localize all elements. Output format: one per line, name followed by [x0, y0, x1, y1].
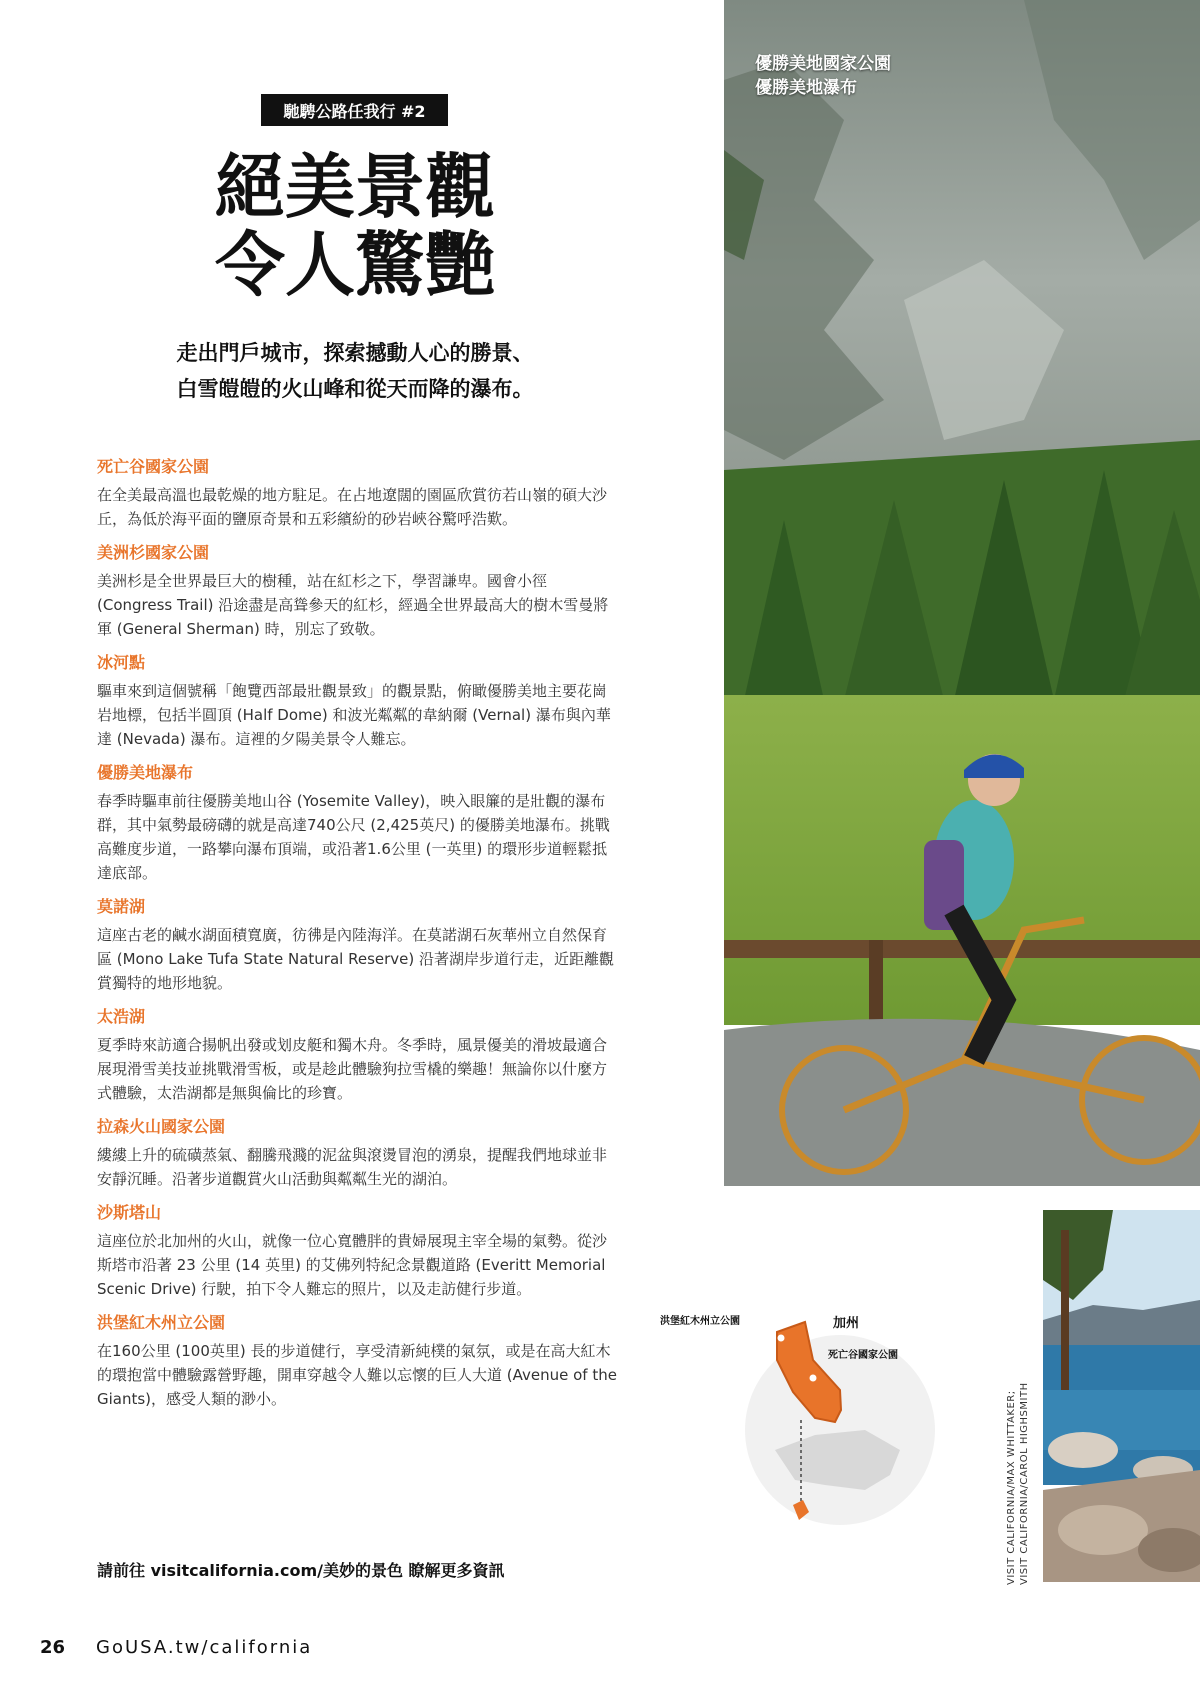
- page-number: 26: [40, 1637, 66, 1658]
- headline-line-2: 令人驚艷: [215, 224, 495, 306]
- headline-line-1: 絕美景觀: [215, 146, 495, 228]
- photo-credits: [1005, 1382, 1031, 1585]
- section-title: 冰河點: [97, 653, 146, 672]
- map-label-death-valley: 死亡谷國家公園: [828, 1350, 898, 1361]
- locator-map: [660, 1300, 935, 1540]
- section-humboldt: [97, 1311, 617, 1411]
- section-body: 春季時驅車前往優勝美地山谷 (Yosemite Valley)，映入眼簾的是壯觀的瀑布群，其中氣勢最磅礴的就是高達740公尺 (2,425英尺) 的優勝美地瀑布。挑戰高難度步道，一路攀向瀑布頂端，或沿著1.6公里 (一英里) 的環形步道輕鬆抵達底部。: [97, 792, 610, 882]
- section-title: 莫諾湖: [97, 897, 146, 916]
- destination-list: [97, 455, 617, 1421]
- subheadline-line-1: 走出門戶城市，探索撼動人心的勝景、: [176, 341, 534, 365]
- section-title: 死亡谷國家公園: [97, 457, 210, 476]
- section-title: 優勝美地瀑布: [97, 763, 194, 782]
- photo-caption-line-2: 優勝美地瀑布: [755, 78, 857, 98]
- footer-url[interactable]: GoUSA.tw/california: [96, 1637, 313, 1658]
- section-lake-tahoe: [97, 1005, 617, 1105]
- section-title: 沙斯塔山: [97, 1203, 162, 1222]
- section-body: 驅車來到這個號稱「飽覽西部最壯觀景致」的觀景點，俯瞰優勝美地主要花崗岩地標，包括半圓頂 (Half Dome) 和波光粼粼的韋納爾 (Vernal) 瀑布與內華達 (Nevada) 瀑布。這裡的夕陽美景令人難忘。: [97, 682, 611, 748]
- section-death-valley: [97, 455, 617, 531]
- section-title: 拉森火山國家公園: [97, 1117, 226, 1136]
- section-body: 縷縷上升的硫磺蒸氣、翻騰飛濺的泥盆與滾燙冒泡的湧泉，提醒我們地球並非安靜沉睡。沿著步道觀賞火山活動與粼粼生光的湖泊。: [97, 1146, 608, 1188]
- section-body: 夏季時來訪適合揚帆出發或划皮艇和獨木舟。冬季時，風景優美的滑坡最適合展現滑雪美技並挑戰滑雪板，或是趁此體驗狗拉雪橇的樂趣！無論你以什麼方式體驗，太浩湖都是無與倫比的珍寶。: [97, 1036, 608, 1102]
- more-info-link[interactable]: 請前往 visitcalifornia.com/美妙的景色 瞭解更多資訊: [97, 1561, 505, 1580]
- section-title: 美洲杉國家公園: [97, 543, 210, 562]
- map-label-california: 加州: [833, 1316, 860, 1331]
- section-sequoia: [97, 541, 617, 641]
- subheadline-line-2: 白雪皚皚的火山峰和從天而降的瀑布。: [176, 377, 534, 401]
- section-body: 美洲杉是全世界最巨大的樹種，站在紅杉之下，學習謙卑。國會小徑 (Congress Trail) 沿途盡是高聳參天的紅杉，經過全世界最高大的樹木雪曼將軍 (General Sherman) 時，別忘了致敬。: [97, 572, 609, 638]
- photo-credit-2: VISIT CALIFORNIA/CAROL HIGHSMITH: [1019, 1382, 1030, 1585]
- series-tag: 馳騁公路任我行 #2: [261, 94, 448, 126]
- photo-caption: [755, 52, 891, 100]
- section-body: 在160公里 (100英里) 長的步道健行，享受清新純樸的氣氛，或是在高大紅木的環抱當中體驗露營野趣，開車穿越令人難以忘懷的巨人大道 (Avenue of the Giants)，感受人類的渺小。: [97, 1342, 617, 1408]
- photo-caption-line-1: 優勝美地國家公園: [755, 54, 891, 74]
- section-mono-lake: [97, 895, 617, 995]
- section-body: 這座位於北加州的火山，就像一位心寬體胖的貴婦展現主宰全場的氣勢。從沙斯塔市沿著 23 公里 (14 英里) 的艾佛列特紀念景觀道路 (Everitt Memorial Scenic Drive) 行駛，拍下令人難忘的照片，以及走訪健行步道。: [97, 1232, 608, 1298]
- photo-yosemite-cyclist: [724, 0, 1200, 1186]
- section-glacier-point: [97, 651, 617, 751]
- photo-credit-1: VISIT CALIFORNIA/MAX WHITTAKER;: [1006, 1390, 1017, 1585]
- headline: [150, 148, 560, 304]
- section-mount-shasta: [97, 1201, 617, 1301]
- section-body: 這座古老的鹹水湖面積寬廣，彷彿是內陸海洋。在莫諾湖石灰華州立自然保育區 (Mono Lake Tufa State Natural Reserve) 沿著湖岸步道行走，近距離觀賞獨特的地形地貌。: [97, 926, 615, 992]
- map-label-humboldt: 洪堡紅木州立公園: [660, 1316, 740, 1327]
- section-title: 太浩湖: [97, 1007, 146, 1026]
- photo-lake-tahoe: [1043, 1210, 1200, 1582]
- section-lassen: [97, 1115, 617, 1191]
- subheadline: [110, 335, 600, 407]
- section-title: 洪堡紅木州立公園: [97, 1313, 226, 1332]
- section-yosemite-falls: [97, 761, 617, 885]
- section-body: 在全美最高溫也最乾燥的地方駐足。在占地遼闊的園區欣賞彷若山嶺的碩大沙丘，為低於海平面的鹽原奇景和五彩繽紛的砂岩峽谷驚呼浩歎。: [97, 486, 608, 528]
